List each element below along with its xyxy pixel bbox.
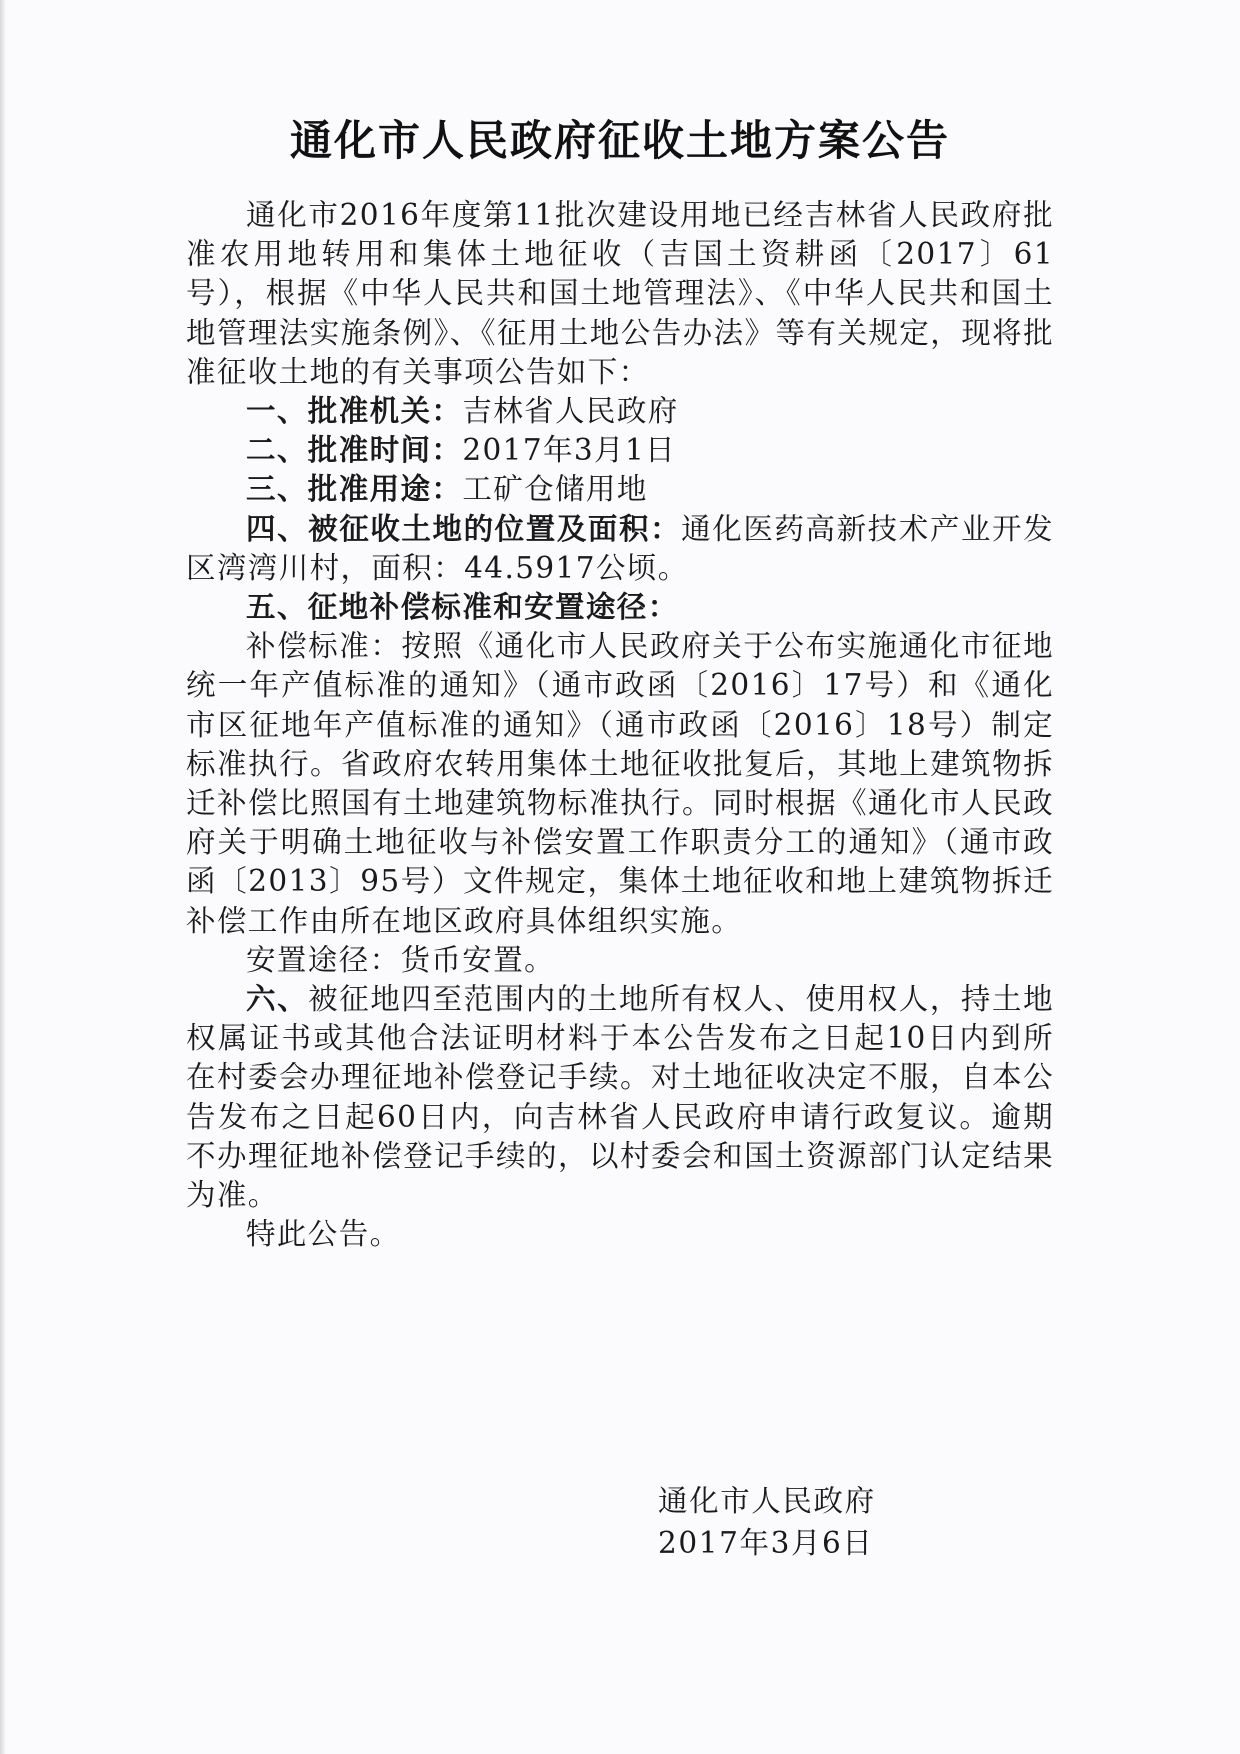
document-body bbox=[186, 196, 1054, 1254]
item-location-area bbox=[186, 510, 1054, 588]
item-approval-authority bbox=[186, 392, 1054, 431]
item-approval-use bbox=[186, 470, 1054, 509]
item-registration-head: 六、 bbox=[246, 982, 309, 1017]
item-approval-authority-head: 一、批准机关： bbox=[246, 394, 463, 429]
item-compensation-head-line bbox=[186, 588, 1054, 627]
compensation-paragraph: 补偿标准：按照《通化市人民政府关于公布实施通化市征地统一年产值标准的通知》（通市政函〔2016〕17号）和《通化市区征地年产值标准的通知》（通市政函〔2016〕18号）制定标准执行。省政府农转用集体土地征收批复后，其地上建筑物拆迁补偿比照国有土地建筑物标准执行。同时根据《通化市人民政府关于明确土地征收与补偿安置工作职责分工的通知》（通市政函〔2013〕95号）文件规定，集体土地征收和地上建筑物拆迁补偿工作由所在地区政府具体组织实施。 bbox=[186, 629, 1054, 938]
item-approval-authority-text: 吉林省人民政府 bbox=[462, 394, 679, 429]
item-compensation-head: 五、征地补偿标准和安置途径： bbox=[246, 590, 679, 625]
item-location-area-text: 通化医药高新技术产业开发区湾湾川村，面积：44.5917公顷。 bbox=[186, 511, 1054, 585]
item-approval-time-head: 二、批准时间： bbox=[246, 433, 463, 468]
document-title: 通化市人民政府征收土地方案公告 bbox=[289, 116, 950, 165]
item-registration bbox=[186, 980, 1054, 1215]
item-approval-time-text: 2017年3月1日 bbox=[462, 433, 677, 468]
intro-paragraph: 通化市2016年度第11批次建设用地已经吉林省人民政府批准农用地转用和集体土地征收（吉国土资耕函〔2017〕61号），根据《中华人民共和国土地管理法》、《中华人民共和国土地管理法实施条例》、《征用土地公告办法》等有关规定，现将批准征收土地的有关事项公告如下： bbox=[186, 198, 1054, 389]
item-registration-text: 被征地四至范围内的土地所有权人、使用权人，持土地权属证书或其他合法证明材料于本公告发布之日起10日内到所在村委会办理征地补偿登记手续。对土地征收决定不服，自本公告发布之日起60日内，向吉林省人民政府申请行政复议。逾期不办理征地补偿登记手续的，以村委会和国土资源部门认定结果为准。 bbox=[186, 982, 1054, 1213]
scan-edge-shadow bbox=[0, 0, 6, 1754]
item-approval-use-head: 三、批准用途： bbox=[246, 472, 463, 507]
closing-line: 特此公告。 bbox=[246, 1217, 401, 1252]
resettlement-paragraph: 安置途径：货币安置。 bbox=[246, 942, 556, 977]
signature-organization: 通化市人民政府 bbox=[658, 1484, 876, 1518]
item-location-area-head: 四、被征收土地的位置及面积： bbox=[246, 511, 682, 546]
item-approval-time bbox=[186, 431, 1054, 470]
signature-date: 2017年3月6日 bbox=[658, 1526, 874, 1560]
item-approval-use-text: 工矿仓储用地 bbox=[462, 472, 648, 507]
signature-block bbox=[658, 1480, 876, 1564]
